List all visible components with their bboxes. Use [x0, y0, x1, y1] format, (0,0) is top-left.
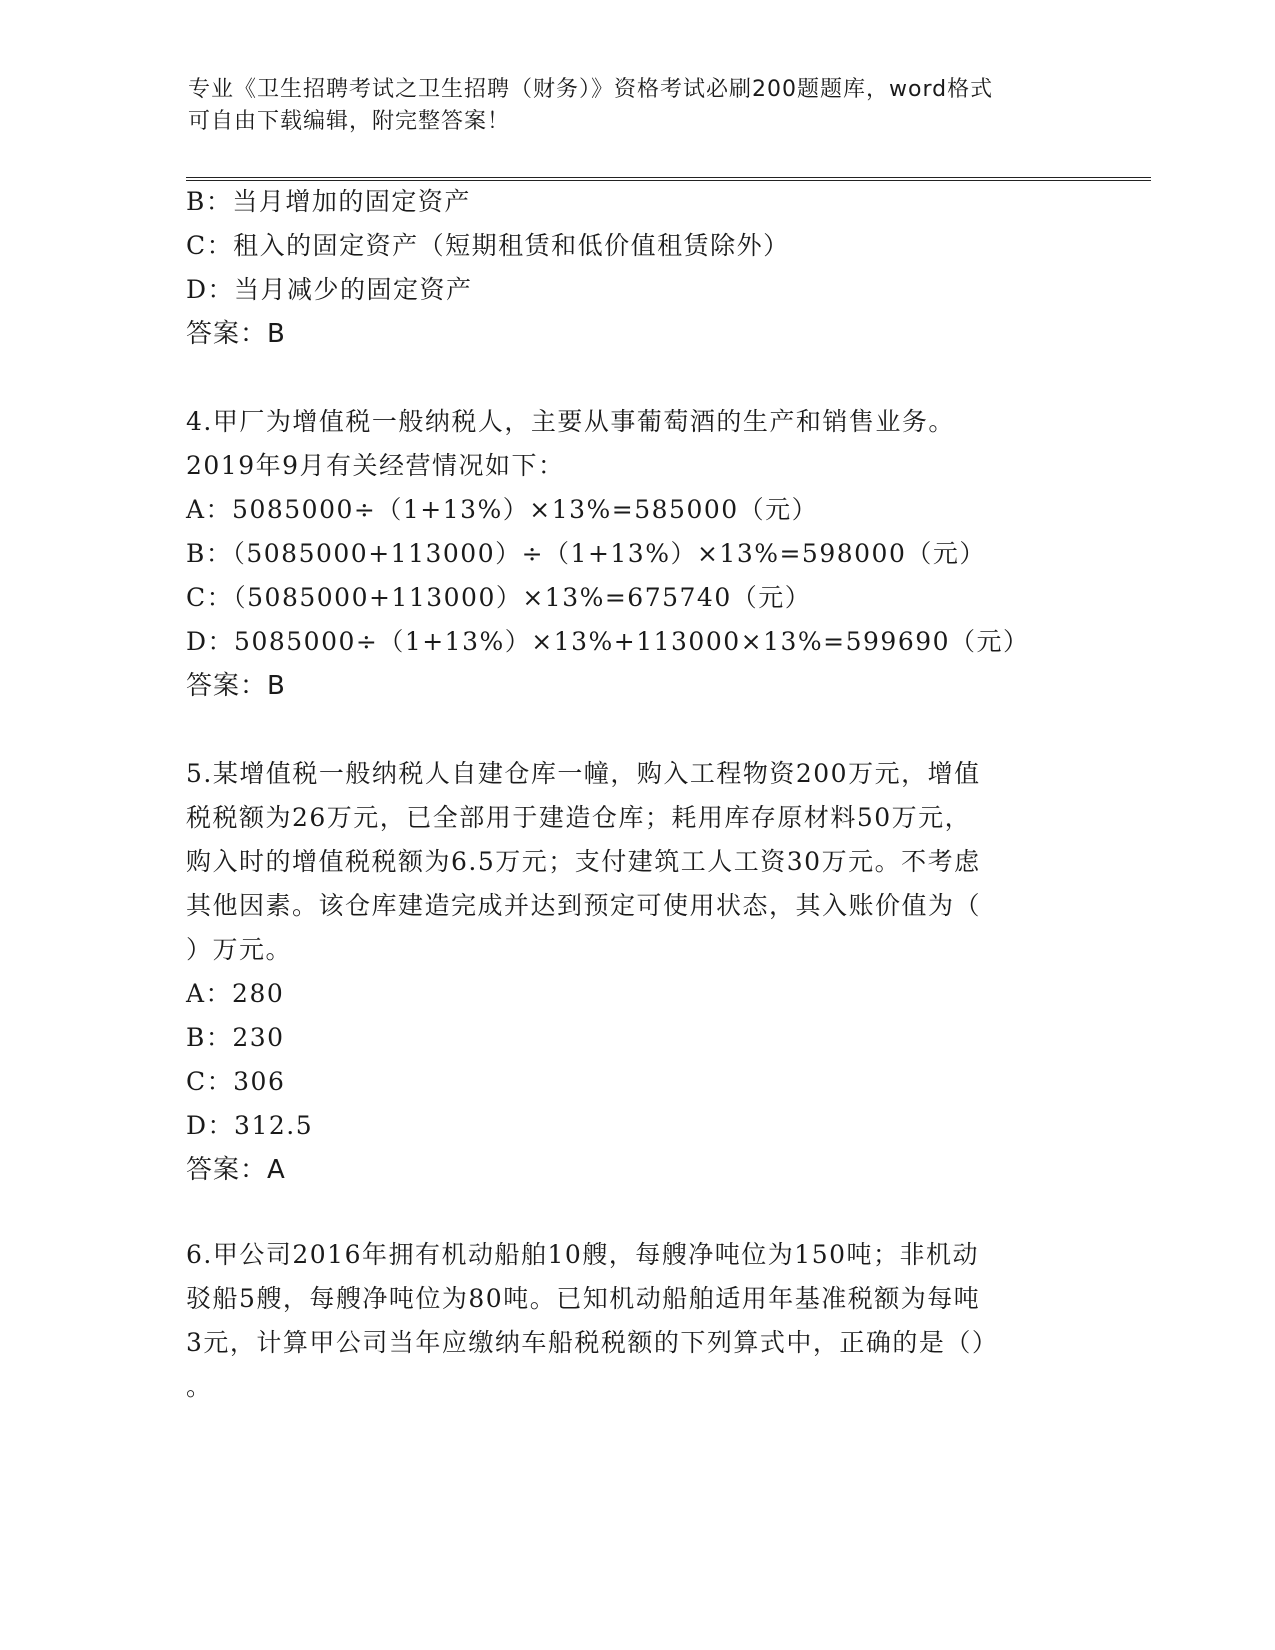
document-header [188, 74, 1068, 138]
q4-answer: 答案：B [186, 671, 286, 701]
q5-option-b: B：230 [186, 1023, 285, 1052]
q5-option-a: A：280 [186, 979, 285, 1008]
q5-option-d: D：312.5 [186, 1111, 314, 1140]
q6-stem-line-4: 。 [186, 1372, 213, 1401]
q3-answer: 答案：B [186, 319, 286, 349]
q5-option-c: C：306 [186, 1067, 286, 1096]
q3-option-d: D：当月减少的固定资产 [186, 275, 473, 304]
q5-stem-line-4: 其他因素。该仓库建造完成并达到预定可使用状态，其入账价值为（ [186, 891, 982, 920]
q5-stem-line-2: 税税额为26万元，已全部用于建造仓库；耗用库存原材料50万元， [186, 803, 972, 832]
q4-option-a: A：5085000÷（1+13%）×13%=585000（元） [186, 495, 819, 524]
q4-stem-line-2: 2019年9月有关经营情况如下： [186, 451, 565, 480]
header-divider [186, 177, 1151, 181]
q3-option-c: C：租入的固定资产（短期租赁和低价值租赁除外） [186, 231, 790, 260]
q5-stem-line-5: ）万元。 [186, 935, 293, 964]
q4-option-b: B：（5085000+113000）÷（1+13%）×13%=598000（元） [186, 539, 986, 568]
q6-stem-line-2: 驳船5艘，每艘净吨位为80吨。已知机动船舶适用年基准税额为每吨 [186, 1284, 981, 1313]
header-title-line-1: 专业《卫生招聘考试之卫生招聘（财务）》资格考试必刷200题题库，word格式 [188, 77, 994, 102]
q4-option-c: C：（5085000+113000）×13%=675740（元） [186, 583, 812, 612]
q3-option-b: B：当月增加的固定资产 [186, 187, 471, 216]
q5-answer: 答案：A [186, 1155, 286, 1185]
q6-stem-line-1: 6.甲公司2016年拥有机动船舶10艘，每艘净吨位为150吨；非机动 [186, 1240, 980, 1269]
header-title-line-2: 可自由下载编辑，附完整答案！ [188, 109, 511, 134]
q5-stem-line-3: 购入时的增值税税额为6.5万元；支付建筑工人工资30万元。不考虑 [186, 847, 981, 876]
q6-stem-line-3: 3元，计算甲公司当年应缴纳车船税税额的下列算式中，正确的是（） [186, 1328, 999, 1357]
q4-stem-line-1: 4.甲厂为增值税一般纳税人，主要从事葡萄酒的生产和销售业务。 [186, 407, 955, 436]
q5-stem-line-1: 5.某增值税一般纳税人自建仓库一幢，购入工程物资200万元，增值 [186, 759, 981, 788]
q4-option-d: D：5085000÷（1+13%）×13%+113000×13%=599690（元） [186, 627, 1030, 656]
